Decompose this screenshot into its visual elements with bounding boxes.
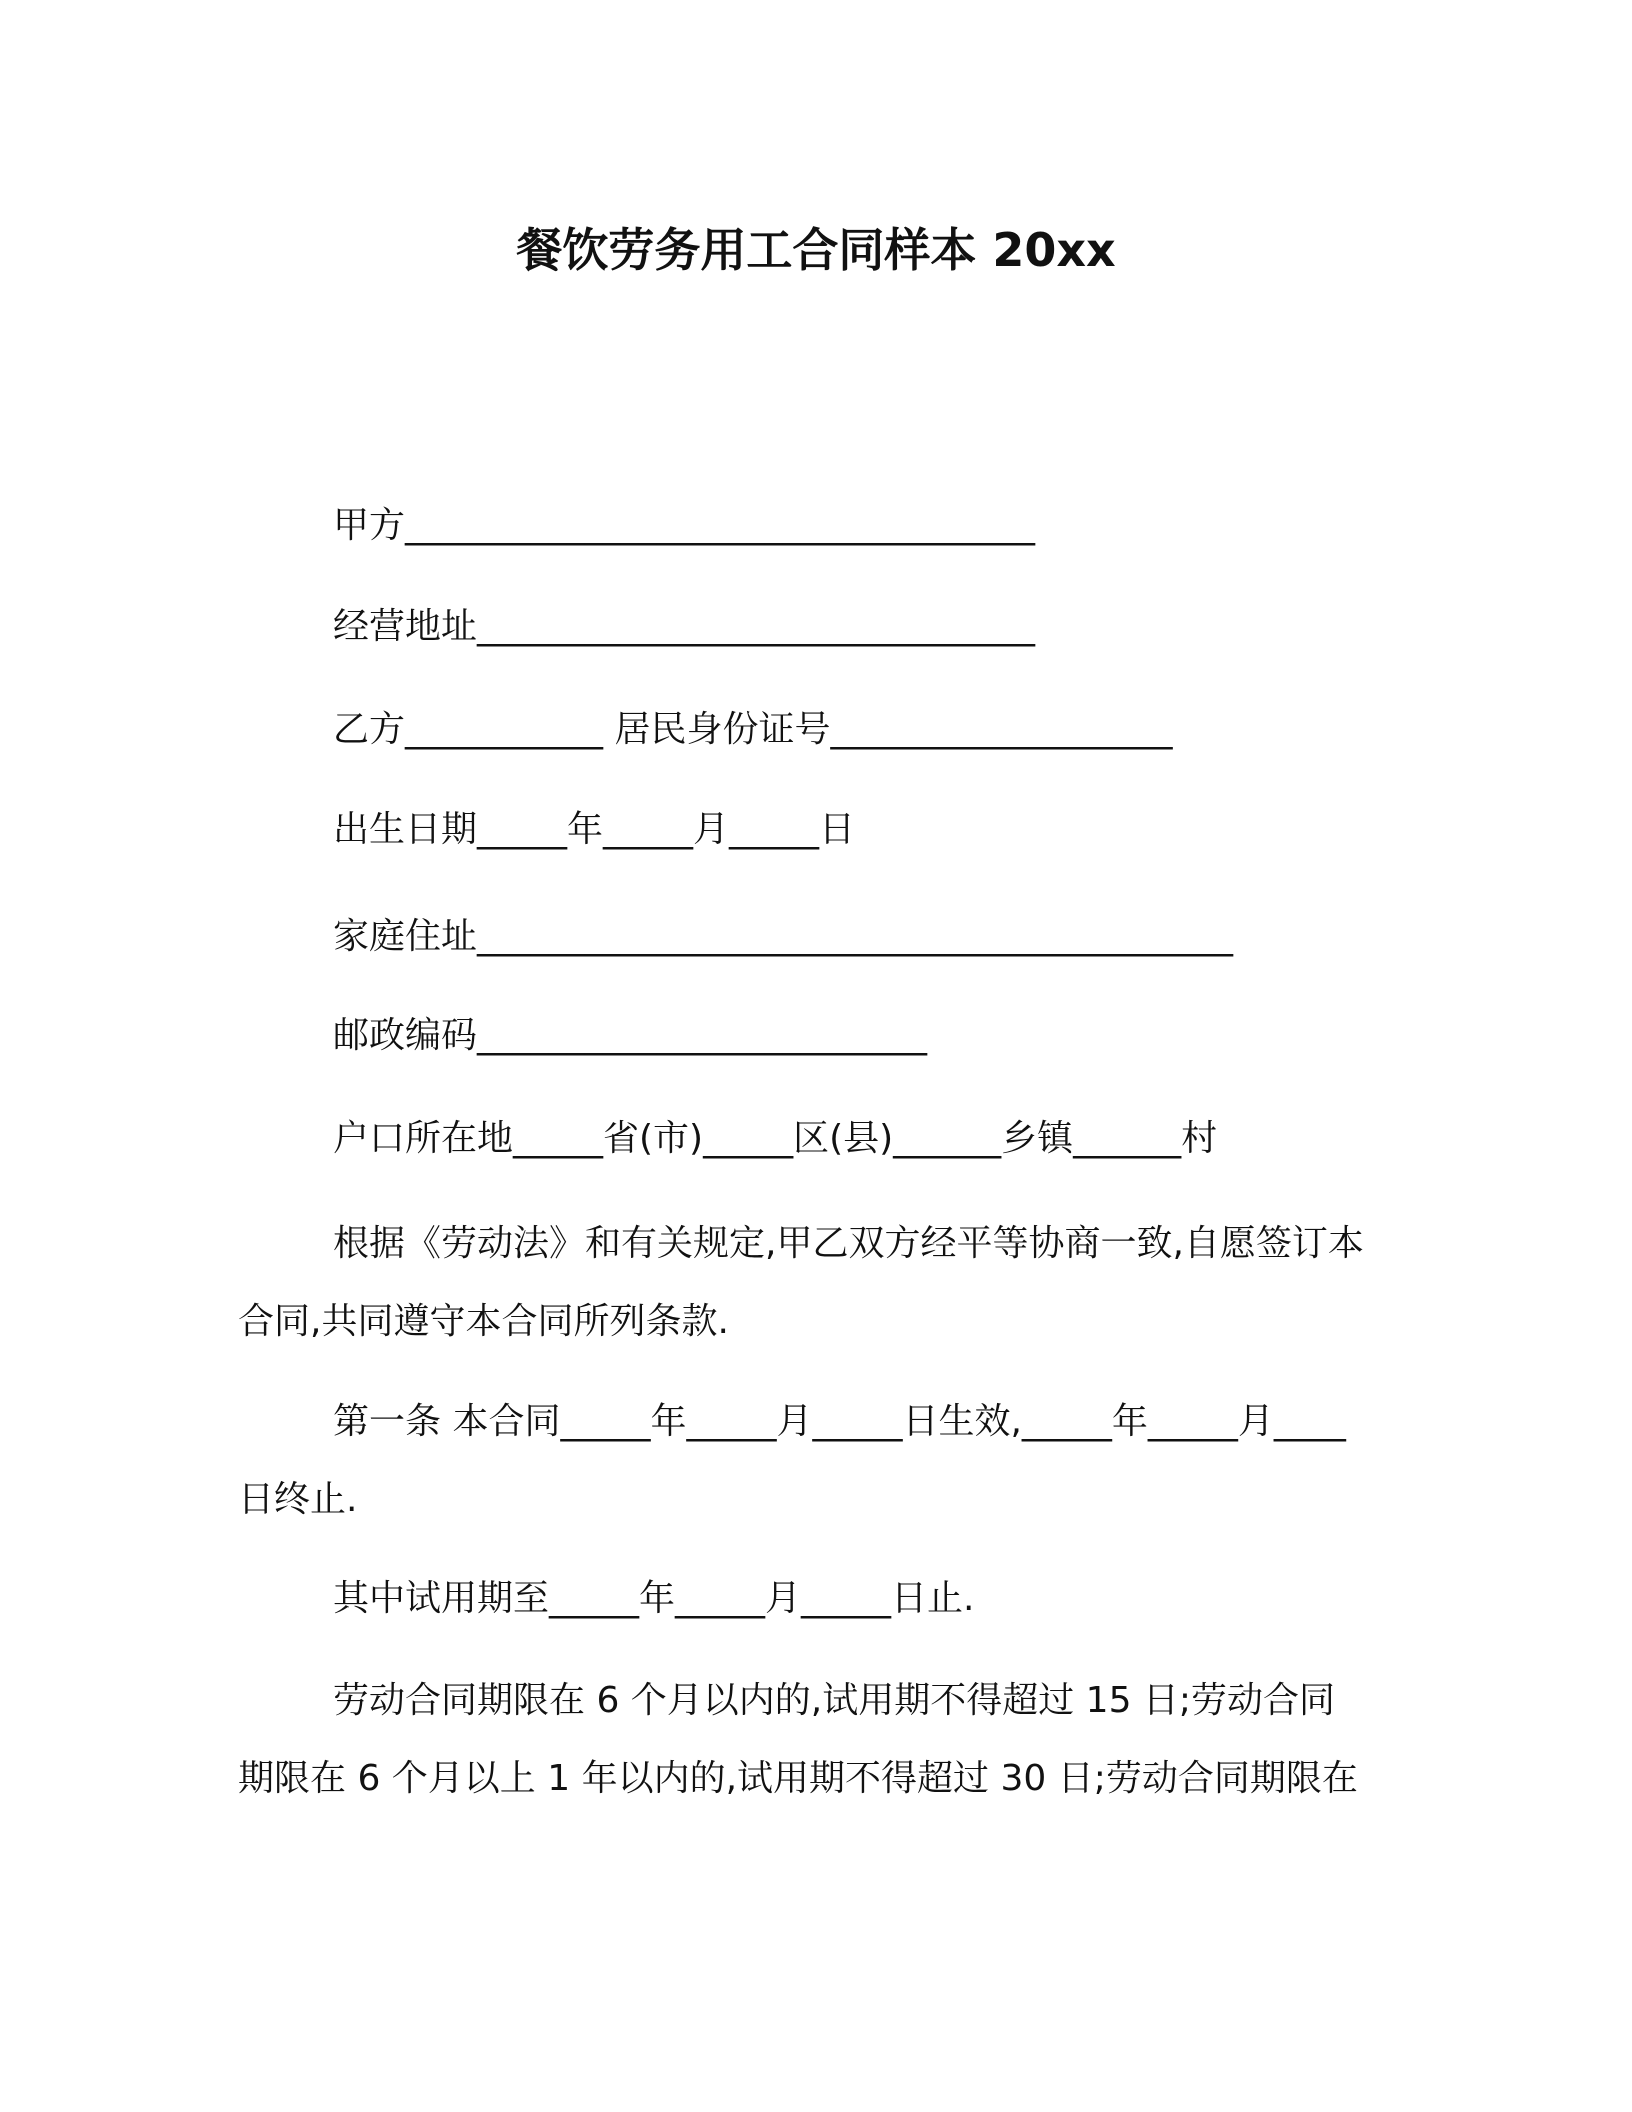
paragraph-probation-limits: 劳动合同期限在 6 个月以内的,试用期不得超过 15 日;劳动合同期限在 6 个月以上 1 年以内的,试用期不得超过 30 日;劳动合同期限在 [238, 1680, 1358, 1799]
field-party-b-id: 乙方___________ 居民身份证号___________________ [333, 709, 1173, 750]
field-postal-code: 邮政编码_________________________ [333, 1015, 928, 1056]
paragraph-article-one: 第一条 本合同_____年_____月_____日生效,_____年_____月____日终止. [238, 1401, 1346, 1520]
paragraph-intro: 根据《劳动法》和有关规定,甲乙双方经平等协商一致,自愿签订本合同,共同遵守本合同所列条款. [238, 1223, 1364, 1342]
document-title: 餐饮劳务用工合同样本 20xx [516, 223, 1116, 277]
field-household-registration: 户口所在地_____省(市)_____区(县)______乡镇______村 [333, 1118, 1218, 1159]
field-business-address: 经营地址_______________________________ [333, 606, 1036, 647]
field-birth-date: 出生日期_____年_____月_____日 [333, 809, 856, 850]
field-party-a: 甲方___________________________________ [333, 505, 1035, 546]
paragraph-probation: 其中试用期至_____年_____月_____日止. [333, 1578, 975, 1619]
field-home-address: 家庭住址__________________________________________ [333, 916, 1234, 957]
